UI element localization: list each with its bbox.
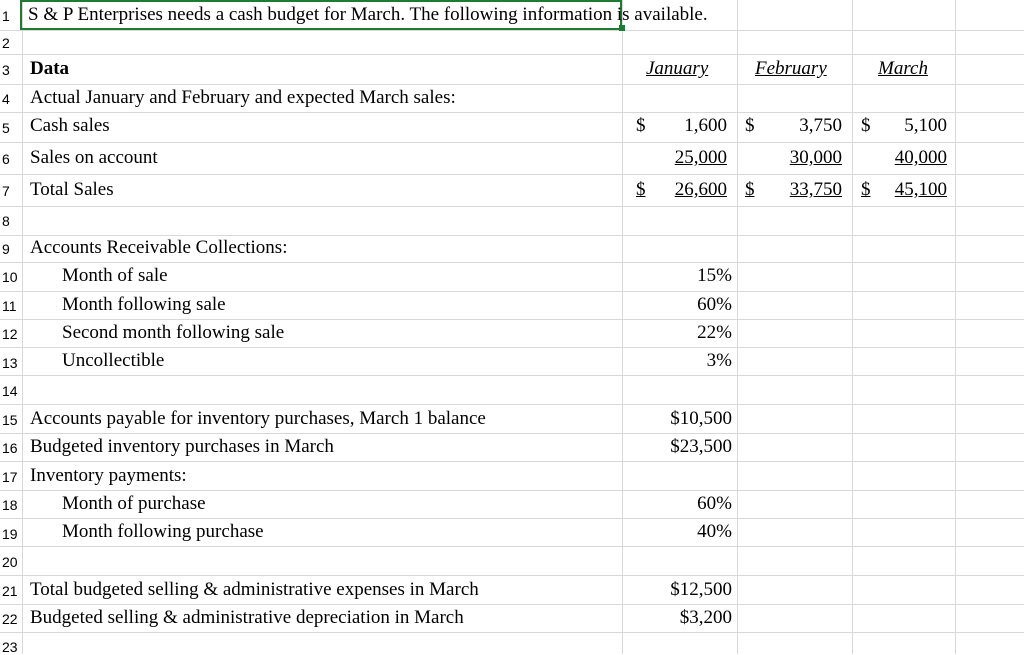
sa-depreciation-label[interactable]: Budgeted selling & administrative depreciation in March — [30, 607, 464, 628]
month-of-sale-label[interactable]: Month of sale — [62, 265, 168, 286]
row-number-12[interactable]: 12 — [2, 326, 18, 342]
row-number-19[interactable]: 19 — [2, 526, 18, 542]
second-month-following-label[interactable]: Second month following sale — [62, 322, 285, 343]
budget-inventory-label[interactable]: Budgeted inventory purchases in March — [30, 436, 334, 457]
uncollectible-value[interactable]: 3% — [706, 350, 732, 371]
row-number-20[interactable]: 20 — [2, 554, 18, 570]
row-number-6[interactable]: 6 — [2, 151, 10, 167]
sa-depreciation-value[interactable]: $3,200 — [679, 607, 732, 628]
row-number-16[interactable]: 16 — [2, 440, 18, 456]
cash-sales-mar[interactable]: 5,100 — [904, 115, 947, 136]
cash-sales-jan-currency: $ — [636, 115, 646, 136]
title-cell[interactable]: S & P Enterprises needs a cash budget for March. The following information is available. — [28, 4, 708, 25]
month-header-february[interactable]: February — [755, 58, 827, 79]
ap-balance-value[interactable]: $10,500 — [670, 408, 732, 429]
sales-on-account-mar[interactable]: 40,000 — [894, 147, 947, 168]
total-sales-feb[interactable]: 33,750 — [789, 179, 842, 200]
month-following-purchase-label[interactable]: Month following purchase — [62, 521, 264, 542]
budget-inventory-value[interactable]: $23,500 — [670, 436, 732, 457]
row-number-4[interactable]: 4 — [2, 91, 10, 107]
cash-sales-feb-currency: $ — [745, 115, 755, 136]
row-number-9[interactable]: 9 — [2, 241, 10, 257]
cash-sales-mar-currency: $ — [861, 115, 871, 136]
fill-handle[interactable] — [619, 25, 625, 31]
row-number-1[interactable]: 1 — [2, 8, 10, 24]
row-number-23[interactable]: 23 — [2, 639, 18, 655]
cash-sales-jan[interactable]: 1,600 — [684, 115, 727, 136]
row-number-17[interactable]: 17 — [2, 469, 18, 485]
row-number-2[interactable]: 2 — [2, 35, 10, 51]
total-sales-feb-currency: $ — [745, 179, 755, 200]
month-of-sale-value[interactable]: 15% — [697, 265, 732, 286]
row-number-10[interactable]: 10 — [2, 269, 18, 285]
cash-sales-label[interactable]: Cash sales — [30, 115, 110, 136]
total-sales-label[interactable]: Total Sales — [30, 179, 114, 200]
sales-on-account-label[interactable]: Sales on account — [30, 147, 158, 168]
month-following-sale-label[interactable]: Month following sale — [62, 294, 226, 315]
month-following-purchase-value[interactable]: 40% — [697, 521, 732, 542]
inventory-payments-header[interactable]: Inventory payments: — [30, 465, 187, 486]
total-sales-mar-currency: $ — [861, 179, 871, 200]
second-month-following-value[interactable]: 22% — [697, 322, 732, 343]
row-number-15[interactable]: 15 — [2, 412, 18, 428]
ap-balance-label[interactable]: Accounts payable for inventory purchases, March 1 balance — [30, 408, 486, 429]
sales-on-account-jan[interactable]: 25,000 — [674, 147, 727, 168]
row-number-22[interactable]: 22 — [2, 611, 18, 627]
row-number-5[interactable]: 5 — [2, 120, 10, 136]
total-sa-label[interactable]: Total budgeted selling & administrative expenses in March — [30, 579, 479, 600]
row-number-3[interactable]: 3 — [2, 62, 10, 78]
data-label-cell[interactable]: Data — [30, 58, 70, 79]
ar-collections-header[interactable]: Accounts Receivable Collections: — [30, 237, 288, 258]
month-of-purchase-value[interactable]: 60% — [697, 493, 732, 514]
month-header-january[interactable]: January — [646, 58, 709, 79]
month-of-purchase-label[interactable]: Month of purchase — [62, 493, 206, 514]
month-header-march[interactable]: March — [878, 58, 928, 79]
row-number-21[interactable]: 21 — [2, 583, 18, 599]
row-number-11[interactable]: 11 — [2, 298, 17, 314]
row-number-13[interactable]: 13 — [2, 355, 18, 371]
row-number-8[interactable]: 8 — [2, 213, 10, 229]
total-sa-value[interactable]: $12,500 — [670, 579, 732, 600]
uncollectible-label[interactable]: Uncollectible — [62, 350, 165, 371]
total-sales-jan[interactable]: 26,600 — [674, 179, 727, 200]
sales-header-cell[interactable]: Actual January and February and expected March sales: — [30, 87, 456, 108]
total-sales-jan-currency: $ — [636, 179, 646, 200]
total-sales-mar[interactable]: 45,100 — [894, 179, 947, 200]
cash-sales-feb[interactable]: 3,750 — [799, 115, 842, 136]
row-number-18[interactable]: 18 — [2, 497, 18, 513]
row-number-14[interactable]: 14 — [2, 383, 18, 399]
row-number-7[interactable]: 7 — [2, 183, 10, 199]
month-following-sale-value[interactable]: 60% — [697, 294, 732, 315]
sales-on-account-feb[interactable]: 30,000 — [789, 147, 842, 168]
